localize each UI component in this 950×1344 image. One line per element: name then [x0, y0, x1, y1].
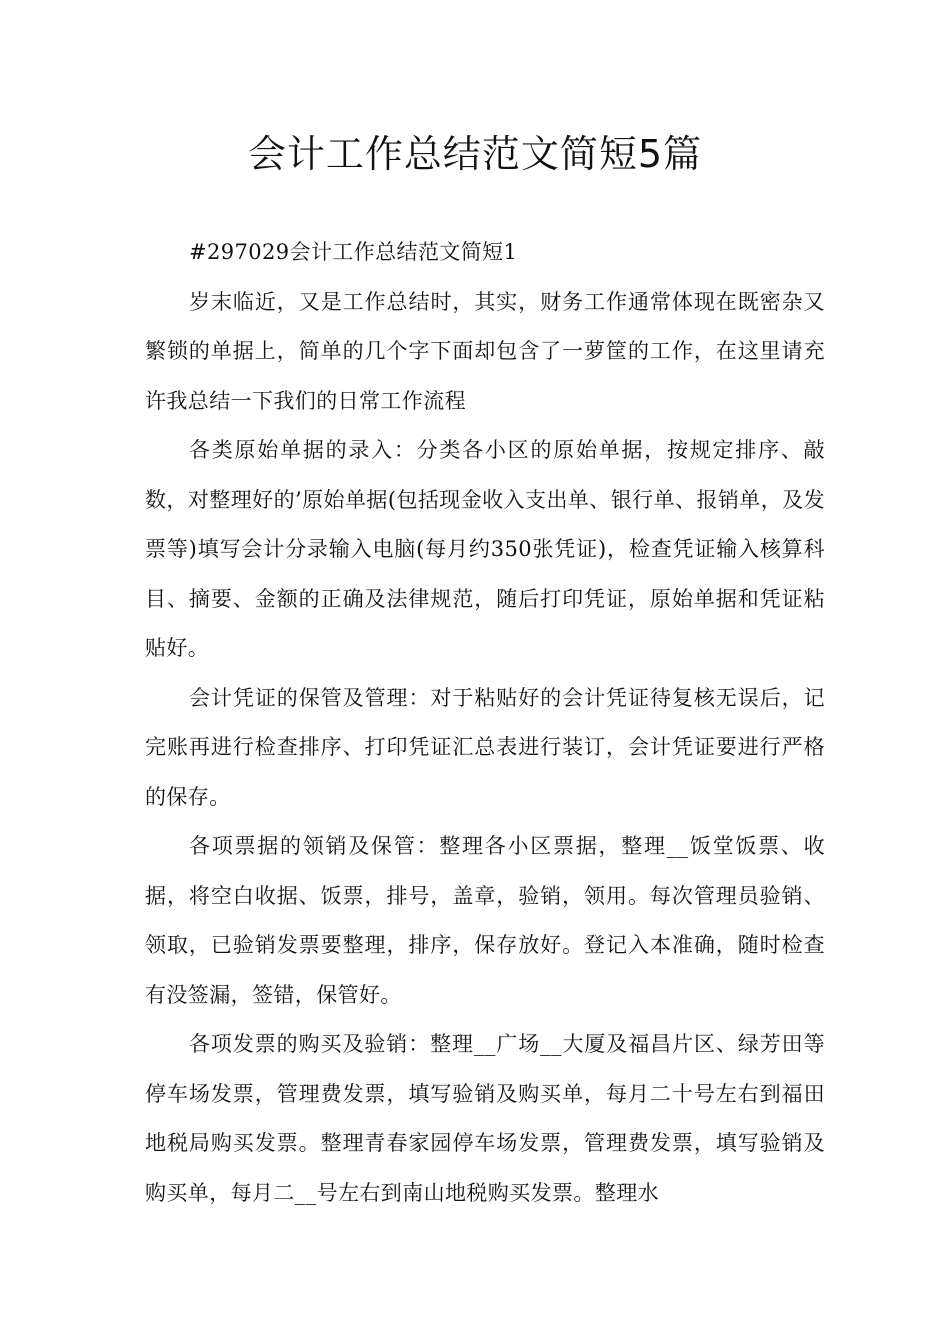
- section-heading: #297029会计工作总结范文简短1: [189, 240, 518, 264]
- paragraph-invoice-purchase: 各项发票的购买及验销：整理__广场__大厦及福昌片区、绿芳田等停车场发票，管理费发票，填写验销及购买单，每月二十号左右到福田地税局购买发票。整理青春家园停车场发票，管理费发票，填写验销及购买单，每月二__号左右到南山地税购买发票。整理水: [145, 1032, 825, 1205]
- document-title: 会计工作总结范文简短5篇: [247, 132, 703, 176]
- paragraph-voucher-storage: 会计凭证的保管及管理：对于粘贴好的会计凭证待复核无误后，记完账再进行检查排序、打印凭证汇总表进行装订，会计凭证要进行严格的保存。: [145, 685, 825, 809]
- paragraph-document-entry: 各类原始单据的录入：分类各小区的原始单据，按规定排序、敲数，对整理好的’原始单据(包括现金收入支出单、银行单、报销单，及发票等)填写会计分录输入电脑(每月约350张凭证)，检查凭证输入核算科目、摘要、金额的正确及法律规范，随后打印凭证，原始单据和凭证粘贴好。: [145, 438, 825, 660]
- paragraph-intro: 岁末临近，又是工作总结时，其实，财务工作通常体现在既密杂又繁锁的单据上，简单的几个字下面却包含了一萝筐的工作，在这里请充许我总结一下我们的日常工作流程: [145, 289, 825, 413]
- paragraph-receipt-management: 各项票据的领销及保管：整理各小区票据，整理__饭堂饭票、收据，将空白收据、饭票，排号，盖章，验销，领用。每次管理员验销、领取，已验销发票要整理，排序，保存放好。登记入本准确，随时检查有没签漏，签错，保管好。: [145, 834, 825, 1007]
- document-body: [145, 228, 825, 1218]
